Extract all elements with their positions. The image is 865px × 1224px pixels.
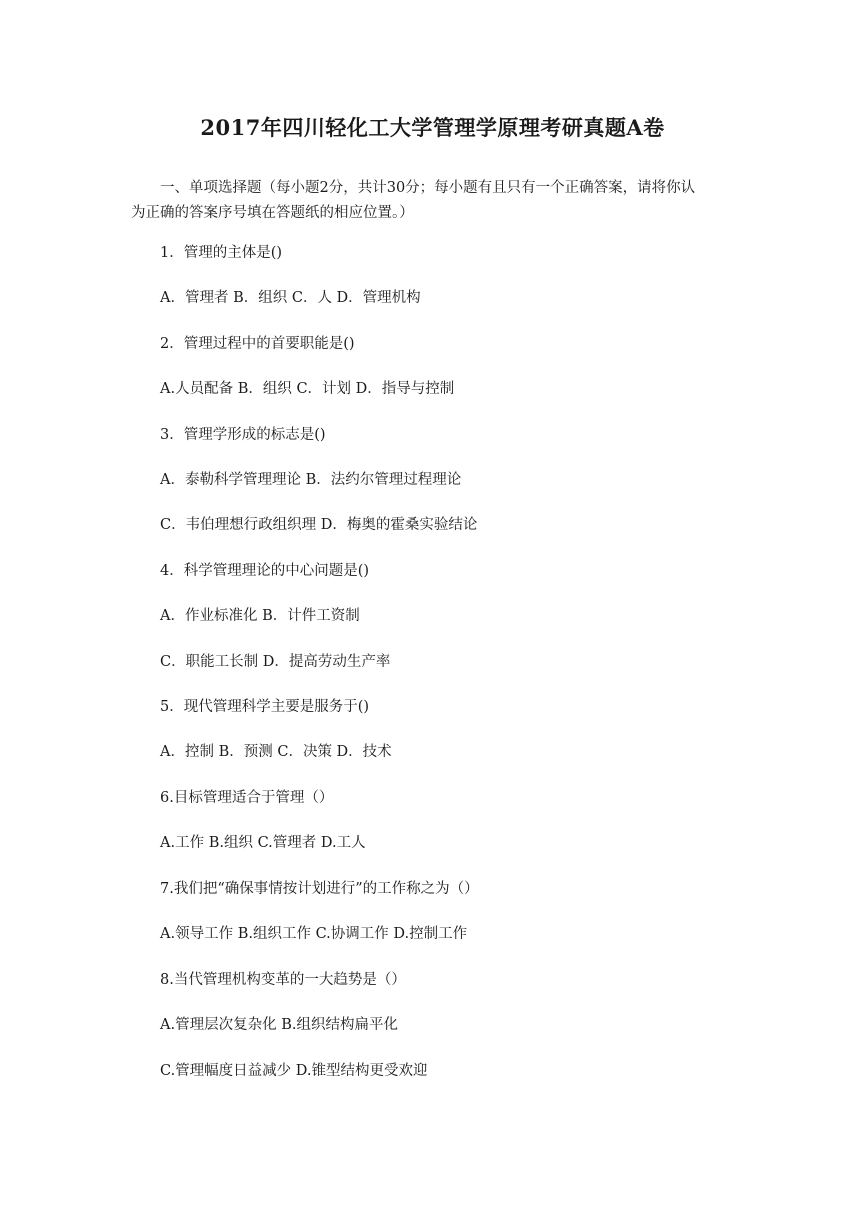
question-4-options-ab: A．作业标准化 B．计件工资制 <box>160 608 360 624</box>
question-4: 4．科学管理理论的中心问题是() <box>160 563 370 579</box>
section-instructions <box>131 176 740 226</box>
question-5-options: A．控制 B．预测 C．决策 D．技术 <box>160 744 392 760</box>
instructions-line-1: 一、单项选择题（每小题2分，共计30分；每小题有且只有一个正确答案，请将你认 <box>160 180 696 196</box>
question-6-options: A.工作 B.组织 C.管理者 D.工人 <box>160 835 366 851</box>
question-8-options-ab: A.管理层次复杂化 B.组织结构扁平化 <box>160 1017 398 1033</box>
question-2-options: A.人员配备 B．组织 C．计划 D．指导与控制 <box>160 381 455 397</box>
question-2: 2．管理过程中的首要职能是() <box>160 336 355 352</box>
document-title: 2017年四川轻化工大学管理学原理考研真题A卷 <box>200 115 665 140</box>
question-1-options: A．管理者 B．组织 C．人 D．管理机构 <box>160 290 421 306</box>
question-7: 7.我们把“确保事情按计划进行”的工作称之为（） <box>160 881 479 897</box>
question-4-options-cd: C．职能工长制 D．提高劳动生产率 <box>160 654 391 670</box>
question-3-options-cd: C．韦伯理想行政组织理 D．梅奥的霍桑实验结论 <box>160 517 478 533</box>
question-8-options-cd: C.管理幅度日益减少 D.锥型结构更受欢迎 <box>160 1063 428 1079</box>
question-6: 6.目标管理适合于管理（） <box>160 790 334 806</box>
instructions-line-2: 为正确的答案序号填在答题纸的相应位置。） <box>131 205 414 221</box>
question-3-options-ab: A．泰勒科学管理理论 B．法约尔管理过程理论 <box>160 472 462 488</box>
question-3: 3．管理学形成的标志是() <box>160 427 326 443</box>
question-1: 1．管理的主体是() <box>160 245 283 261</box>
question-7-options: A.领导工作 B.组织工作 C.协调工作 D.控制工作 <box>160 926 468 942</box>
question-8: 8.当代管理机构变革的一大趋势是（） <box>160 972 406 988</box>
question-5: 5．现代管理科学主要是服务于() <box>160 699 370 715</box>
